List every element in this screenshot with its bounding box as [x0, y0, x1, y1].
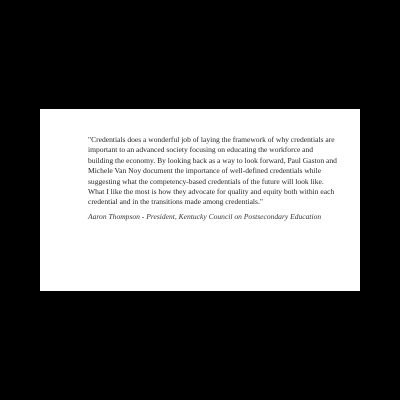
- testimonial-card: [40, 109, 360, 291]
- testimonial-quote: "Credentials does a wonderful job of laying the framework of why credentials are important to an advanced society focusing on educating the workforce and building the economy. By looking back as a way to look forward, Paul Gaston and Michele Van Noy document the importance of well-defined credentials while suggesting what the competency-based credentials of the future will look like. What I like the most is how they advocate for quality and equity both within each credential and in the transitions made among credentials.": [88, 135, 337, 207]
- testimonial-attribution: Aaron Thompson - President, Kentucky Council on Postsecondary Education: [88, 211, 322, 221]
